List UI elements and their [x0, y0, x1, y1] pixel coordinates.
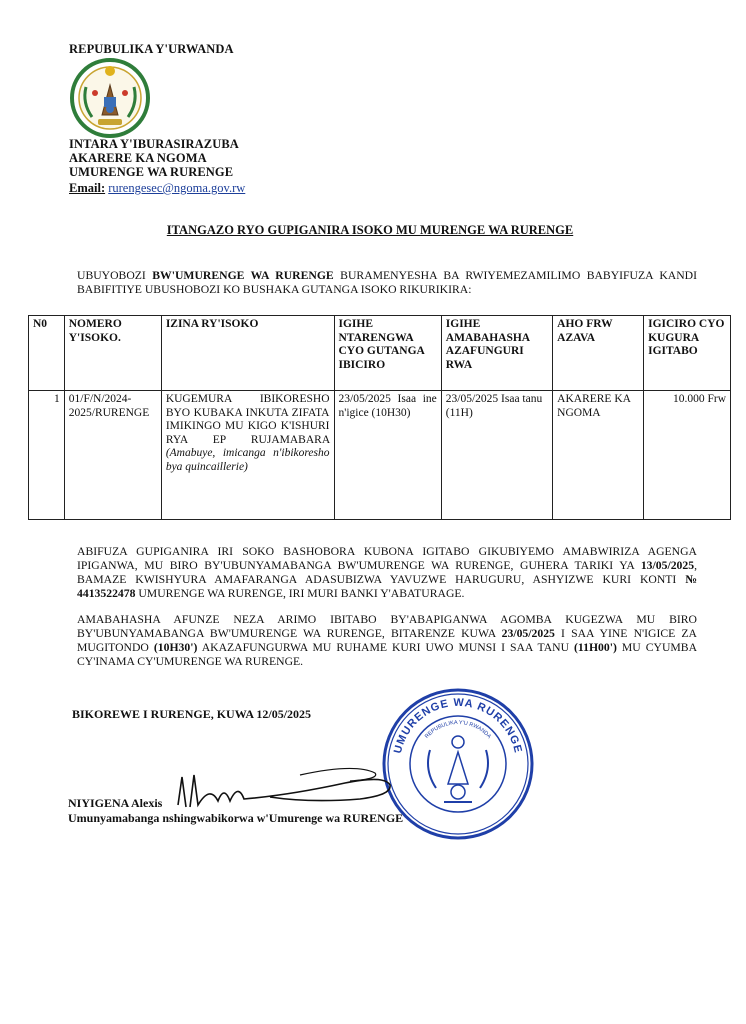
stamp-inner-text: REPUBULIKA Y'U RWANDA [424, 719, 492, 740]
col-header-tender-number: NOMERO Y'ISOKO. [64, 316, 161, 391]
tender-name-text: KUGEMURA IBIKORESHO BYO KUBAKA INKUTA ZIFATA IMIKINGO MU KIGO K'ISHURI RYA EP RUJAMABARA [165, 393, 330, 446]
p2-text-c: AKAZAFUNGURWA MU RUHAME KURI UWO MUNSI I SAA TANU [197, 641, 575, 654]
cell-price: 10.000 Frw [644, 391, 731, 520]
signatory-title: Umunyamabanga nshingwabikorwa w'Umurenge wa RURENGE [68, 811, 404, 825]
col-header-no: N0 [29, 316, 65, 391]
p2-time2: (11H00') [574, 641, 617, 654]
tender-name-note: (Amabuye, imicanga n'ibikoresho bya quincaillerie) [165, 447, 330, 473]
sector-name: UMURENGE WA RURENGE [69, 165, 234, 179]
p1-text-b: , BAMAZE KWISHYURA AMAFARANGA ADASUBIZWA YAVUZWE HARUGURU, ASHYIZWE KURI KONTI [77, 559, 697, 586]
done-at: BIKOREWE I RURENGE, KUWA 12/05/2025 [72, 707, 312, 721]
email-link[interactable]: rurengesec@ngoma.gov.rw [108, 181, 246, 195]
signatory-name: NIYIGENA Alexis [68, 796, 163, 810]
cell-funding: AKARERE KA NGOMA [553, 391, 644, 520]
col-header-tender-name: IZINA RY'ISOKO [161, 316, 334, 391]
p1-text-a: ABIFUZA GUPIGANIRA IRI SOKO BASHOBORA KUBONA IGITABO GIKUBIYEMO AMABWIRIZA AGENGA IPIGANWA, MU BIRO BY'UBUNYAMABANGA BW'UMURENGE WA RURENGE, GUHERA TARIKI YA [77, 545, 697, 572]
paragraph-purchase [77, 545, 697, 601]
cell-tender-name [161, 391, 334, 520]
cell-deadline: 23/05/2025 Isaa ine n'igice (10H30) [334, 391, 441, 520]
province-name: INTARA Y'IBURASIRAZUBA [69, 137, 239, 151]
p1-account: № 4413522478 [77, 573, 697, 600]
p1-text-c: UMURENGE WA RURENGE, IRI MURI BANKI Y'ABATURAGE. [135, 587, 465, 600]
intro-text-1: UBUYOBOZI [77, 269, 153, 282]
cell-no: 1 [29, 391, 65, 520]
table-row [29, 391, 731, 520]
country-name: REPUBULIKA Y'URWANDA [69, 42, 234, 56]
tender-table [28, 315, 731, 520]
email-line [69, 181, 245, 196]
col-header-deadline: IGIHE NTARENGWA CYO GUTANGA IBICIRO [334, 316, 441, 391]
stamp-top-text: UMURENGE WA RURENGE [391, 696, 525, 755]
table-header-row [29, 316, 731, 391]
col-header-opening: IGIHE AMABAHASHA AZAFUNGURI RWA [441, 316, 552, 391]
p2-text-a: AMABAHASHA AFUNZE NEZA ARIMO IBITABO BY'ABAPIGANWA AGOMBA KUGEZWA MU BIRO BY'UBUNYAMABANGA BW'UMURENGE WA RURENGE, BITARENZE KUWA [77, 613, 697, 640]
col-header-price: IGICIRO CYO KUGURA IGITABO [644, 316, 731, 391]
p2-date: 23/05/2025 [501, 627, 555, 640]
p2-time1: (10H30') [153, 641, 198, 654]
intro-paragraph [77, 269, 697, 297]
email-label: Email: [69, 181, 106, 195]
intro-text-2: BURAMENYESHA BA RWIYEMEZAMILIMO BABYIFUZA KANDI BABIFITIYE UBUSHOBOZI KO BUSHAKA GUTANGA ISOKO RIKURIKIRA: [77, 269, 698, 296]
rwanda-emblem [68, 57, 152, 139]
col-header-funding: AHO FRW AZAVA [553, 316, 644, 391]
notice-title: ITANGAZO RYO GUPIGANIRA ISOKO MU MURENGE WA RURENGE [166, 223, 574, 237]
paragraph-submission [77, 613, 697, 669]
p2-text-d: MU CYUMBA CY'INAMA CY'UMURENGE WA RURENGE. [77, 641, 698, 668]
district-name: AKARERE KA NGOMA [69, 151, 207, 165]
intro-text-bold: BW'UMURENGE WA RURENGE [152, 269, 334, 282]
p2-text-b: I SAA YINE N'IGICE ZA MUGITONDO [77, 627, 697, 654]
p1-date: 13/05/2025 [640, 559, 695, 572]
cell-opening: 23/05/2025 Isaa tanu (11H) [441, 391, 552, 520]
cell-tender-number: 01/F/N/2024-2025/RURENGE [64, 391, 161, 520]
